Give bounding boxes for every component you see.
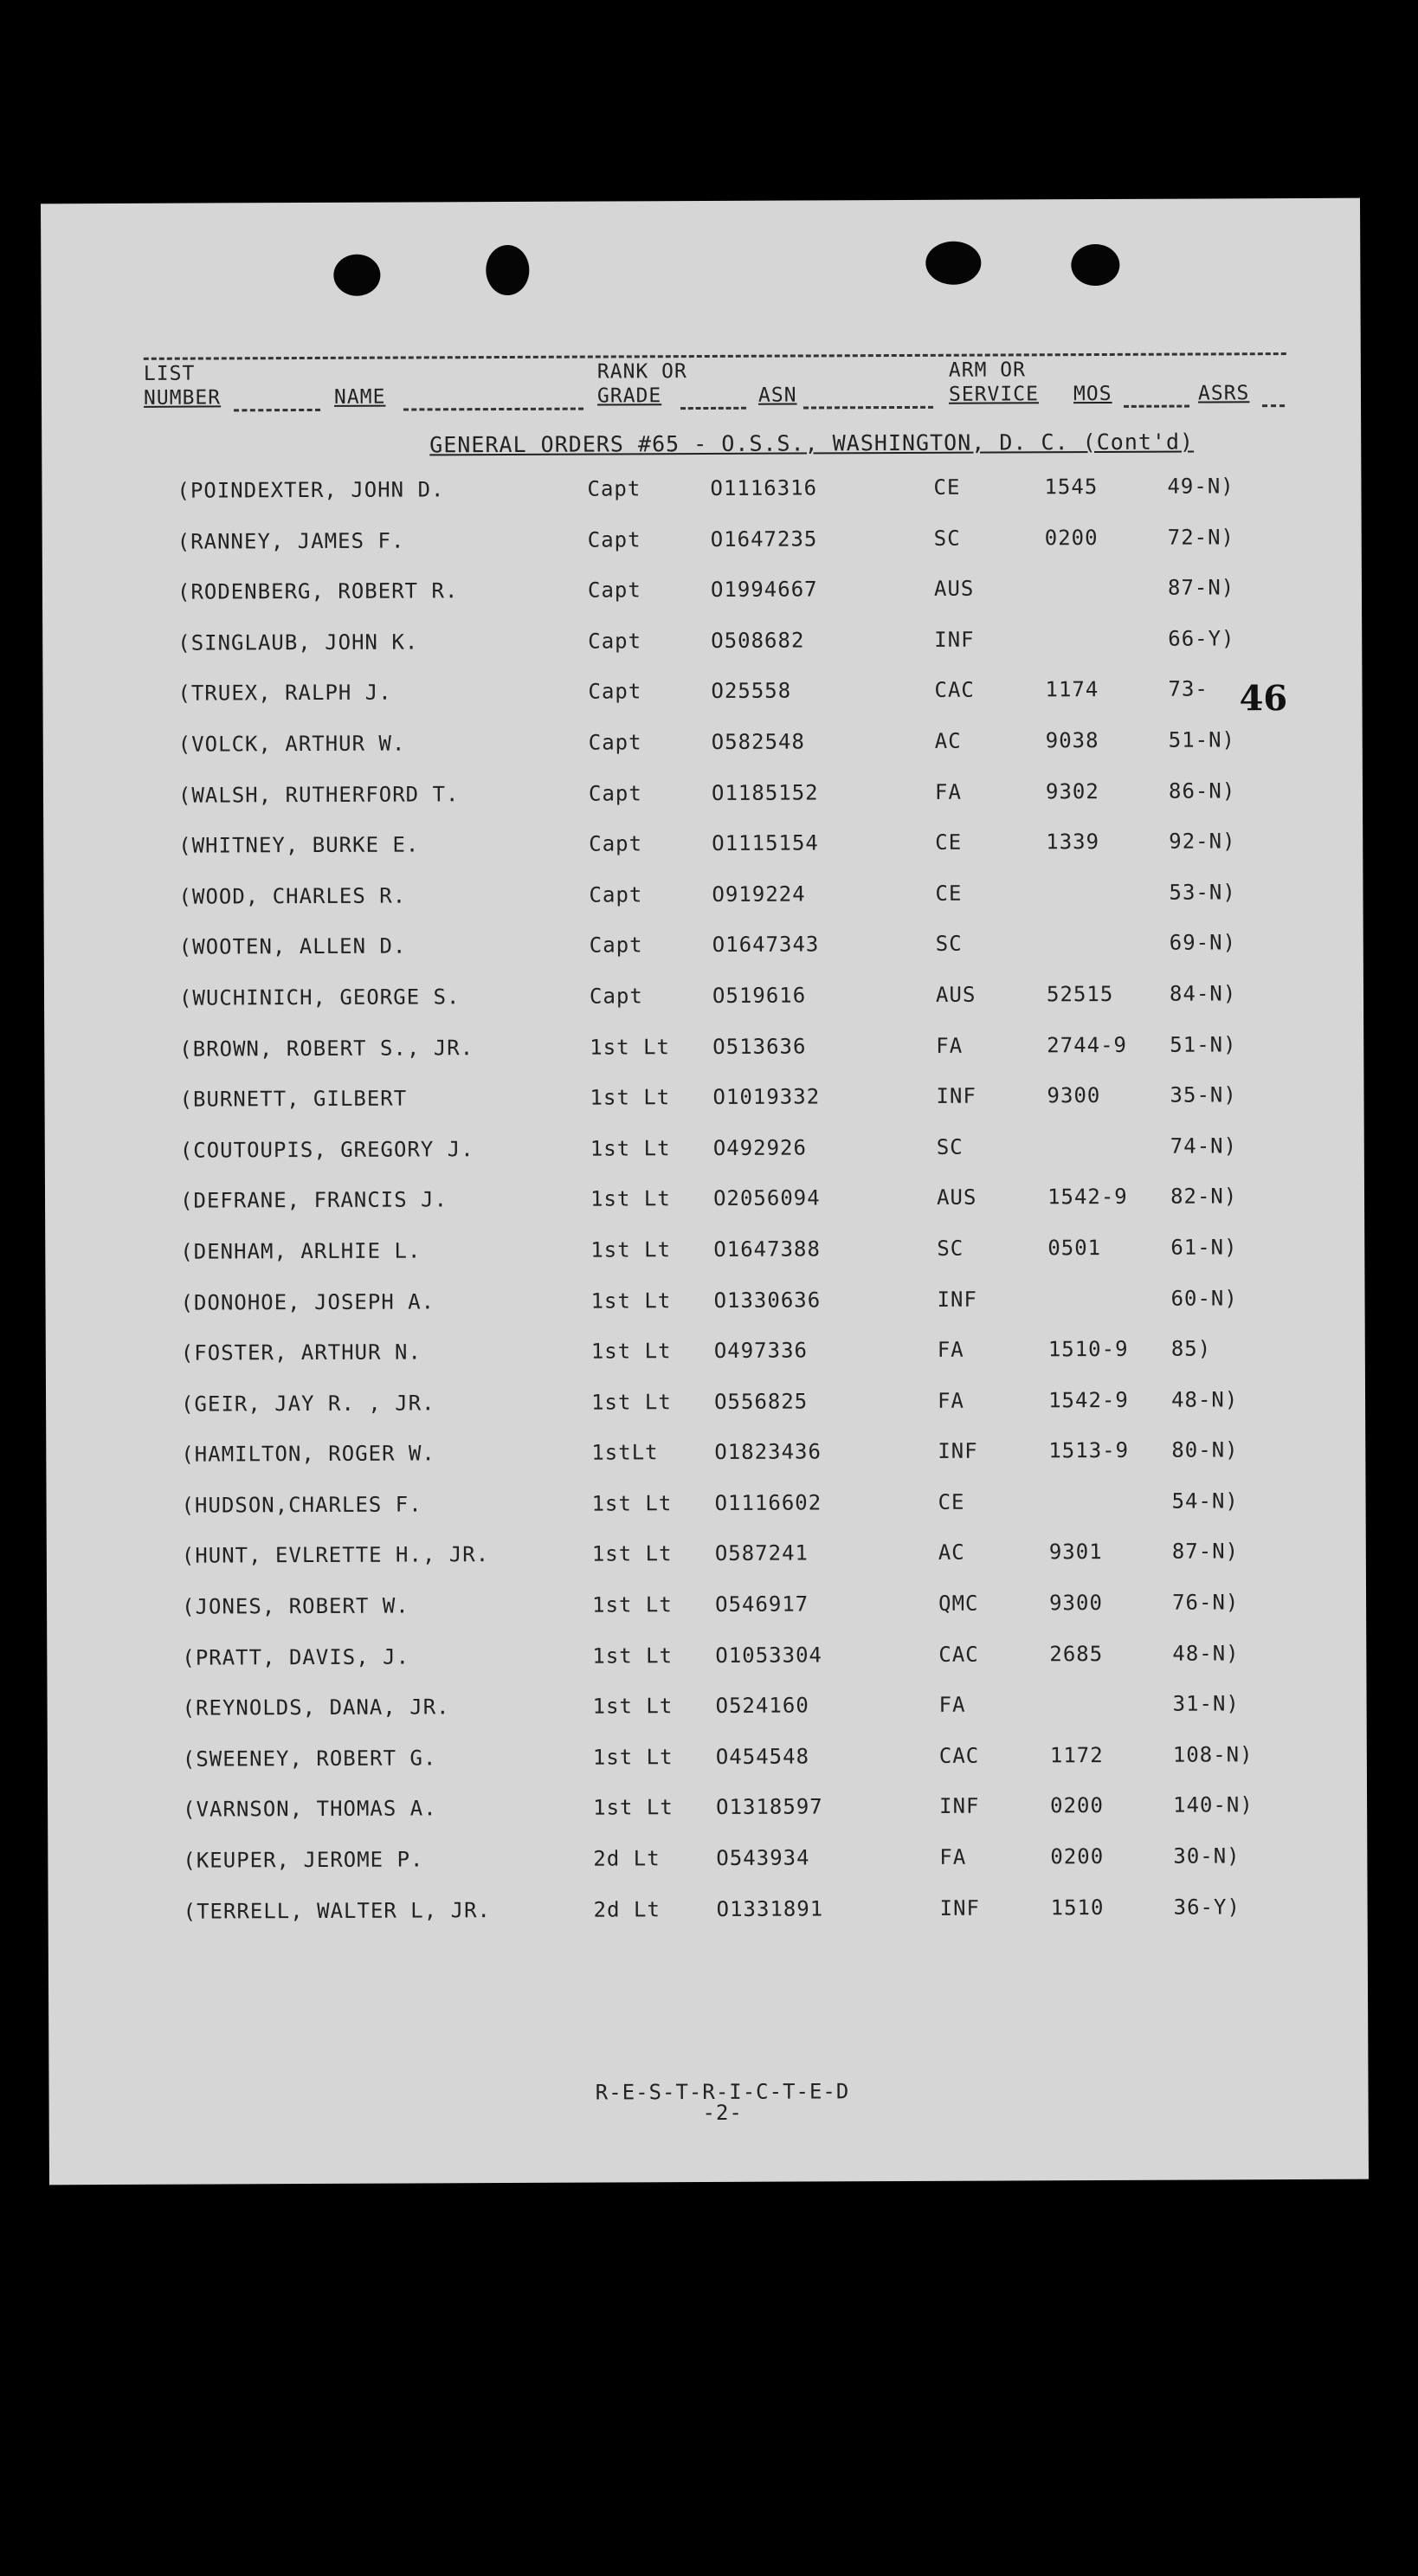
- person-name: (HAMILTON, ROGER W.: [181, 1441, 435, 1467]
- asn-number: O2056094: [712, 1185, 821, 1211]
- mos-code: 9038: [1045, 727, 1099, 753]
- rank-grade: 1st Lt: [592, 1694, 674, 1719]
- person-name: (JONES, ROBERT W.: [182, 1593, 409, 1619]
- asrs-score: 80-N): [1171, 1437, 1239, 1462]
- asn-number: O1823436: [714, 1439, 822, 1465]
- mos-code: 1339: [1046, 830, 1100, 855]
- table-row: [47, 1488, 1366, 1545]
- header-number-label: NUMBER: [143, 386, 222, 410]
- document-title: GENERAL ORDERS #65 - O.S.S., WASHINGTON, D. C. (Cont'd): [429, 429, 1195, 458]
- mos-code: 0200: [1044, 525, 1099, 550]
- rank-grade: Capt: [589, 882, 643, 907]
- asrs-score: 87-N): [1171, 1539, 1240, 1565]
- rank-grade: Capt: [588, 780, 642, 806]
- asn-number: O492926: [712, 1135, 807, 1160]
- person-name: (REYNOLDS, DANA, JR.: [182, 1695, 450, 1721]
- roster-list: [42, 474, 1367, 1951]
- asrs-score: 31-N): [1172, 1691, 1240, 1716]
- header-arm-label: ARM OR: [948, 358, 1027, 382]
- asn-number: O1647343: [712, 932, 820, 958]
- person-name: (WOOTEN, ALLEN D.: [178, 933, 407, 959]
- rank-grade: Capt: [587, 476, 641, 501]
- table-row: [43, 778, 1363, 834]
- asrs-score: 84-N): [1169, 981, 1237, 1006]
- asrs-score: 66-Y): [1168, 626, 1235, 651]
- mos-code: 1542-9: [1047, 1387, 1129, 1412]
- person-name: (VOLCK, ARTHUR W.: [177, 731, 406, 757]
- arm-service: FA: [937, 1337, 964, 1362]
- header-dash: [1262, 404, 1285, 407]
- table-row: [44, 930, 1363, 986]
- arm-service: INF: [938, 1438, 978, 1464]
- rank-grade: 1stLt: [591, 1440, 659, 1465]
- person-name: (SWEENEY, ROBERT G.: [182, 1746, 437, 1772]
- mos-code: 1172: [1049, 1742, 1104, 1768]
- table-row: [42, 575, 1362, 631]
- footer: [575, 2079, 869, 2125]
- header-list-label: LIST: [143, 362, 196, 385]
- asn-number: O1115154: [712, 830, 819, 856]
- arm-service: SC: [933, 526, 961, 551]
- arm-service: CAC: [938, 1743, 980, 1768]
- rank-grade: 1st Lt: [590, 1186, 671, 1211]
- asrs-score: 49-N): [1167, 474, 1234, 499]
- rank-grade: 1st Lt: [593, 1795, 674, 1821]
- asrs-score: 72-N): [1167, 524, 1235, 550]
- table-row: [44, 1031, 1363, 1088]
- asn-number: O587241: [714, 1540, 809, 1566]
- header-dash: [1124, 405, 1189, 408]
- rank-grade: 2d Lt: [593, 1896, 661, 1922]
- asrs-score: 61-N): [1170, 1235, 1238, 1260]
- arm-service: INF: [939, 1794, 980, 1819]
- mos-code: 1513-9: [1048, 1438, 1130, 1463]
- asn-number: O508682: [711, 628, 805, 653]
- asn-number: O1053304: [715, 1643, 822, 1668]
- mos-code: 0200: [1050, 1793, 1104, 1818]
- arm-service: FA: [937, 1388, 965, 1413]
- asn-number: O1647388: [713, 1236, 821, 1262]
- arm-service: SC: [935, 932, 963, 957]
- asn-number: O1331891: [716, 1896, 824, 1921]
- arm-service: INF: [937, 1287, 977, 1312]
- page-stamp-number: 46: [1239, 678, 1288, 720]
- arm-service: QMC: [938, 1591, 979, 1616]
- table-row: [43, 829, 1363, 885]
- asrs-score: 140-N): [1173, 1792, 1254, 1818]
- person-name: (RANNEY, JAMES F.: [177, 528, 405, 554]
- asrs-score: 69-N): [1169, 930, 1237, 955]
- asrs-score: 76-N): [1172, 1590, 1240, 1615]
- asn-number: O919224: [712, 881, 806, 907]
- rank-grade: 1st Lt: [592, 1643, 674, 1669]
- header-asrs-label: ASRS: [1197, 382, 1250, 405]
- arm-service: CE: [938, 1489, 965, 1514]
- mos-code: 0501: [1047, 1235, 1102, 1261]
- person-name: (DONOHOE, JOSEPH A.: [180, 1288, 435, 1315]
- asn-number: O25558: [711, 678, 792, 704]
- table-row: [44, 981, 1363, 1037]
- asrs-score: 73-: [1168, 676, 1209, 702]
- person-name: (KEUPER, JEROME P.: [183, 1847, 424, 1873]
- punch-hole: [486, 245, 529, 295]
- header-rule: [144, 352, 1286, 360]
- mos-code: 1545: [1044, 475, 1099, 500]
- rank-grade: 1st Lt: [591, 1491, 673, 1516]
- mos-code: 9300: [1049, 1591, 1103, 1616]
- rank-grade: 1st Lt: [592, 1745, 674, 1770]
- mos-code: 9300: [1047, 1083, 1101, 1108]
- rank-grade: 1st Lt: [590, 1389, 672, 1415]
- table-row: [46, 1386, 1365, 1443]
- asrs-score: 53-N): [1169, 880, 1236, 905]
- asn-number: O1019332: [712, 1084, 821, 1110]
- table-row: [45, 1235, 1364, 1291]
- asn-number: O454548: [715, 1744, 810, 1769]
- rank-grade: 1st Lt: [590, 1339, 672, 1364]
- table-row: [48, 1742, 1367, 1798]
- table-row: [46, 1437, 1365, 1494]
- mos-code: 1510-9: [1047, 1336, 1129, 1362]
- person-name: (DENHAM, ARLHIE L.: [180, 1238, 422, 1264]
- header-dash: [680, 407, 746, 410]
- asrs-score: 51-N): [1168, 727, 1236, 752]
- asn-number: O1116602: [714, 1490, 822, 1515]
- arm-service: CAC: [938, 1642, 979, 1667]
- arm-service: CE: [935, 830, 963, 855]
- table-row: [45, 1133, 1364, 1189]
- table-row: [47, 1539, 1366, 1595]
- document-page: [41, 198, 1369, 2185]
- mos-code: 9301: [1048, 1540, 1103, 1565]
- person-name: (GEIR, JAY R. , JR.: [181, 1391, 435, 1417]
- person-name: (WALSH, RUTHERFORD T.: [177, 781, 460, 808]
- mos-code: 0200: [1050, 1844, 1105, 1869]
- arm-service: INF: [939, 1895, 981, 1921]
- asrs-score: 85): [1170, 1336, 1212, 1361]
- asrs-score: 36-Y): [1173, 1894, 1241, 1920]
- header-dash: [234, 409, 320, 411]
- person-name: (VARNSON, THOMAS A.: [183, 1796, 437, 1823]
- asrs-score: 60-N): [1170, 1285, 1238, 1311]
- header-service-label: SERVICE: [948, 383, 1039, 406]
- rank-grade: Capt: [588, 730, 642, 755]
- asrs-score: 82-N): [1170, 1184, 1238, 1209]
- asn-number: O519616: [712, 983, 807, 1008]
- asn-number: O524160: [715, 1693, 809, 1719]
- header-rank-label: RANK OR: [596, 360, 687, 384]
- rank-grade: Capt: [588, 629, 642, 654]
- arm-service: AUS: [935, 982, 976, 1007]
- table-row: [42, 625, 1362, 681]
- asrs-score: 54-N): [1171, 1488, 1239, 1514]
- asn-number: O582548: [711, 729, 805, 754]
- restricted-marking: R-E-S-T-R-I-C-T-E-D: [595, 2079, 850, 2105]
- rank-grade: 1st Lt: [590, 1135, 671, 1161]
- rank-grade: Capt: [587, 526, 641, 552]
- table-row: [43, 879, 1363, 935]
- table-row: [42, 474, 1361, 530]
- asn-number: O1994667: [710, 577, 818, 603]
- asrs-score: 35-N): [1170, 1082, 1237, 1107]
- table-row: [44, 1082, 1363, 1139]
- rank-grade: Capt: [589, 984, 643, 1009]
- arm-service: FA: [939, 1844, 967, 1869]
- person-name: (WHITNEY, BURKE E.: [178, 832, 420, 858]
- asn-number: O1647235: [710, 526, 818, 552]
- asrs-score: 48-N): [1172, 1640, 1240, 1666]
- person-name: (WUCHINICH, GEORGE S.: [178, 985, 461, 1010]
- person-name: (RODENBERG, ROBERT R.: [177, 578, 459, 604]
- asrs-score: 87-N): [1167, 575, 1235, 600]
- rank-grade: 1st Lt: [590, 1237, 672, 1262]
- asrs-score: 74-N): [1170, 1133, 1238, 1159]
- asrs-score: 108-N): [1172, 1742, 1254, 1767]
- arm-service: FA: [934, 779, 962, 804]
- asn-number: O1185152: [711, 779, 819, 805]
- person-name: (HUDSON,CHARLES F.: [181, 1492, 422, 1518]
- table-row: [45, 1285, 1364, 1341]
- rank-grade: 1st Lt: [590, 1034, 671, 1060]
- arm-service: CAC: [934, 678, 975, 703]
- rank-grade: 1st Lt: [591, 1541, 673, 1567]
- rank-grade: Capt: [589, 831, 643, 856]
- arm-service: AC: [934, 728, 962, 753]
- arm-service: INF: [936, 1083, 976, 1108]
- mos-code: 9302: [1045, 778, 1099, 804]
- asn-number: O546917: [715, 1591, 809, 1617]
- asrs-score: 51-N): [1170, 1031, 1237, 1057]
- page-number: -2-: [702, 2100, 743, 2126]
- table-row: [45, 1184, 1364, 1240]
- rank-grade: 2d Lt: [593, 1846, 661, 1871]
- mos-code: 1510: [1050, 1895, 1105, 1920]
- rank-grade: 1st Lt: [590, 1085, 671, 1110]
- arm-service: INF: [934, 627, 975, 652]
- table-row: [46, 1336, 1365, 1392]
- asrs-score: 30-N): [1173, 1843, 1241, 1869]
- person-name: (WOOD, CHARLES R.: [178, 883, 407, 909]
- header-mos-label: MOS: [1073, 382, 1112, 406]
- arm-service: AUS: [933, 576, 975, 602]
- person-name: (BROWN, ROBERT S., JR.: [179, 1035, 474, 1062]
- person-name: (COUTOUPIS, GREGORY J.: [179, 1136, 474, 1163]
- person-name: (SINGLAUB, JOHN K.: [177, 629, 419, 655]
- asrs-score: 92-N): [1169, 829, 1236, 854]
- table-row: [47, 1590, 1366, 1646]
- rank-grade: Capt: [588, 679, 642, 704]
- person-name: (PRATT, DAVIS, J.: [182, 1644, 410, 1670]
- mos-code: 1542-9: [1047, 1185, 1128, 1210]
- asn-number: O1318597: [716, 1794, 823, 1820]
- mos-code: 2744-9: [1047, 1032, 1128, 1057]
- arm-service: CE: [933, 475, 961, 500]
- asn-number: O497336: [713, 1338, 809, 1364]
- mos-code: 2685: [1049, 1641, 1104, 1666]
- table-row: [48, 1843, 1367, 1900]
- asrs-score: 48-N): [1170, 1387, 1239, 1412]
- person-name: (DEFRANE, FRANCIS J.: [179, 1187, 448, 1213]
- rank-grade: 1st Lt: [592, 1592, 673, 1617]
- table-row: [42, 524, 1362, 580]
- asn-number: O1116316: [710, 475, 818, 500]
- asn-number: O543934: [716, 1845, 810, 1870]
- person-name: (TERRELL, WALTER L, JR.: [183, 1897, 492, 1924]
- arm-service: AUS: [936, 1185, 977, 1211]
- header-grade-label: GRADE: [596, 384, 662, 408]
- asn-number: O556825: [713, 1389, 809, 1414]
- rank-grade: Capt: [587, 578, 641, 603]
- arm-service: CE: [935, 881, 963, 906]
- table-row: [42, 676, 1362, 733]
- asn-number: O1330636: [713, 1287, 822, 1313]
- table-row: [48, 1691, 1367, 1747]
- asrs-score: 86-N): [1168, 778, 1236, 804]
- punch-hole: [925, 242, 981, 285]
- person-name: (HUNT, EVLRETTE H., JR.: [181, 1542, 490, 1569]
- header-name-label: NAME: [333, 385, 386, 409]
- table-row: [48, 1792, 1367, 1849]
- mos-code: 1174: [1045, 677, 1099, 702]
- punch-hole: [333, 255, 380, 296]
- arm-service: SC: [936, 1134, 964, 1159]
- arm-service: SC: [937, 1236, 964, 1261]
- asn-number: O513636: [712, 1034, 807, 1059]
- person-name: (BURNETT, GILBERT: [179, 1086, 408, 1112]
- mos-code: 52515: [1046, 981, 1114, 1007]
- rank-grade: Capt: [589, 933, 643, 958]
- table-row: [47, 1640, 1366, 1696]
- person-name: (POINDEXTER, JOHN D.: [177, 477, 445, 503]
- table-row: [48, 1894, 1368, 1950]
- table-row: [43, 727, 1363, 784]
- arm-service: FA: [938, 1692, 966, 1718]
- rank-grade: 1st Lt: [590, 1288, 672, 1314]
- person-name: (TRUEX, RALPH J.: [177, 680, 392, 707]
- header-dash: [803, 406, 933, 410]
- person-name: (FOSTER, ARTHUR N.: [180, 1340, 422, 1365]
- arm-service: FA: [936, 1033, 964, 1058]
- header-dash: [403, 408, 583, 411]
- punch-hole: [1071, 244, 1119, 286]
- header-asn-label: ASN: [757, 384, 797, 407]
- arm-service: AC: [938, 1540, 965, 1566]
